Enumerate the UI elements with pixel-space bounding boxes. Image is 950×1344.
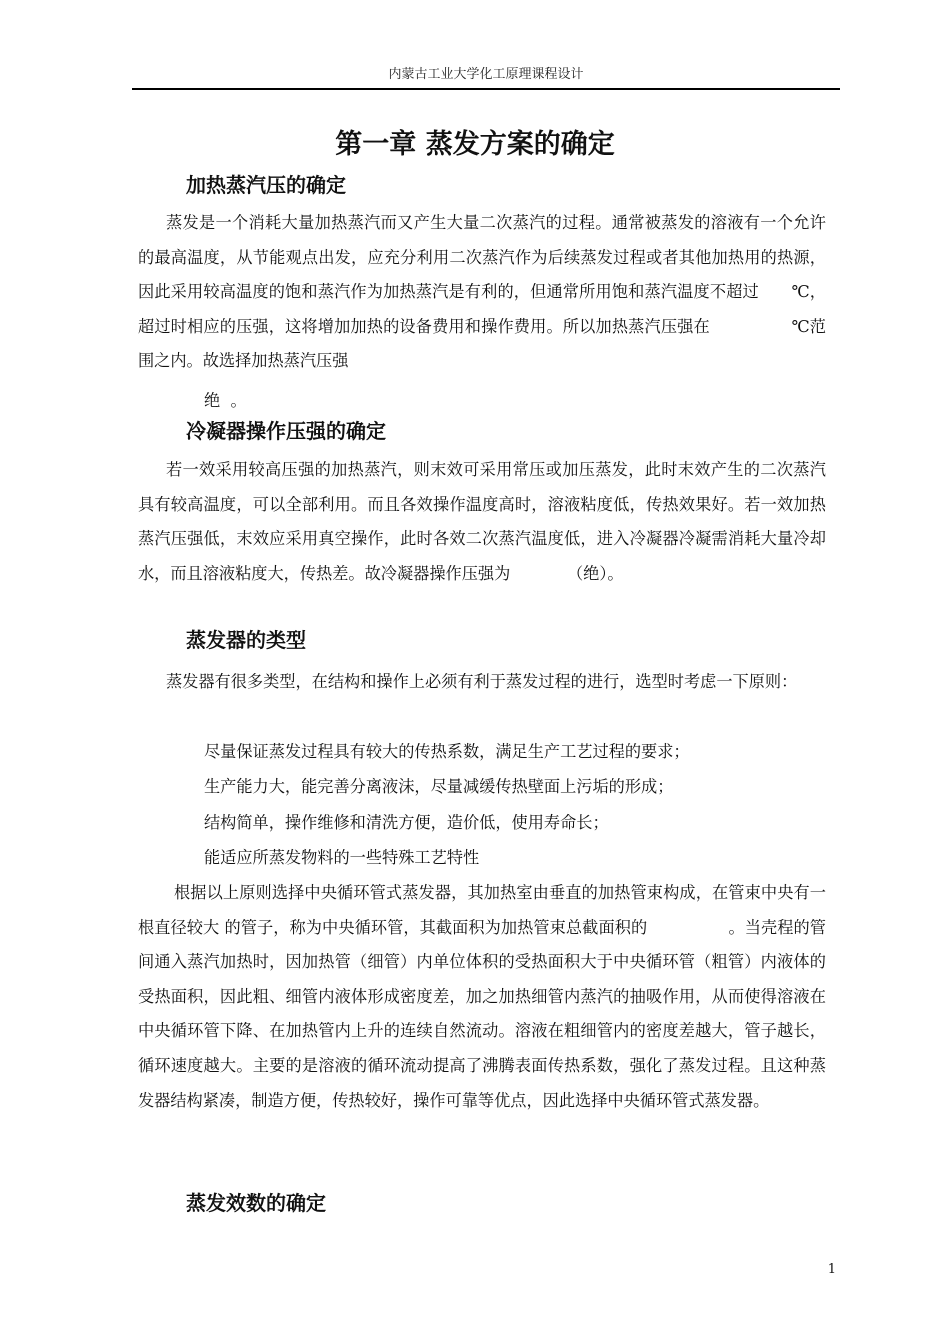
paragraph-heating-steam: 蒸发是一个消耗大量加热蒸汽而又产生大量二次蒸汽的过程。通常被蒸发的溶液有一个允许的最高温度，从节能观点出发，应充分利用二次蒸汽作为后续蒸发过程或者其他加热用的热源，因此采用较高温度的饱和蒸汽作为加热蒸汽是有利的，但通常所用饱和蒸汽温度不超过 ℃，超过时相应的压强，这将增加加热的设备费用和操作费用。所以加热蒸汽压强在 ℃范围之内。故选择加热蒸汽压强 [138, 213, 826, 371]
paragraph-heating-steam-tail: 绝 。 [204, 391, 247, 410]
section-heading-heating-steam: 加热蒸汽压的确定 [186, 173, 346, 197]
page-number: 1 [827, 1262, 836, 1277]
principle-item-4: 能适应所蒸发物料的一些特殊工艺特性 [204, 848, 480, 867]
principle-item-1: 尽量保证蒸发过程具有较大的传热系数，满足生产工艺过程的要求； [204, 742, 690, 761]
section-heading-evaporator-type: 蒸发器的类型 [186, 628, 306, 652]
paragraph-evaporator-intro: 蒸发器有很多类型，在结构和操作上必须有利于蒸发过程的进行，选型时考虑一下原则： [166, 672, 798, 691]
paragraph-evaporator-body: 根据以上原则选择中央循环管式蒸发器，其加热室由垂直的加热管束构成，在管束中央有一根直径较大 的管子，称为中央循环管，其截面积为加热管束总截面积的 。当壳程的管间通入蒸汽加热时，因加热管（细管）内单位体积的受热面积大于中央循环管（粗管）内液体的受热面积，因此粗、细管内液体形成密度差，加之加热细管内蒸汽的抽吸作用，从而使得溶液在中央循环管下降、在加热管内上升的连续自然流动。溶液在粗细管内的密度差越大，管子越长，循环速度越大。主要的是溶液的循环流动提高了沸腾表面传热系数，强化了蒸发过程。且这种蒸发器结构紧凑，制造方便，传热较好，操作可靠等优点，因此选择中央循环管式蒸发器。 [138, 883, 826, 1110]
principle-item-3: 结构简单，操作维修和清洗方便，造价低，使用寿命长； [204, 813, 609, 832]
paragraph-condenser: 若一效采用较高压强的加热蒸汽，则末效可采用常压或加压蒸发，此时末效产生的二次蒸汽具有较高温度，可以全部利用。而且各效操作温度高时，溶液粘度低，传热效果好。若一效加热蒸汽压强低，末效应采用真空操作，此时各效二次蒸汽温度低，进入冷凝器冷凝需消耗大量冷却水，而且溶液粘度大，传热差。故冷凝器操作压强为 （绝）。 [138, 460, 826, 583]
section-heading-condenser: 冷凝器操作压强的确定 [186, 419, 386, 443]
running-header: 内蒙古工业大学化工原理课程设计 [132, 64, 840, 90]
chapter-title: 第一章 蒸发方案的确定 [335, 129, 615, 160]
principle-item-2: 生产能力大，能完善分离液沫，尽量减缓传热壁面上污垢的形成； [204, 777, 674, 796]
section-heading-effect-number: 蒸发效数的确定 [186, 1191, 326, 1215]
